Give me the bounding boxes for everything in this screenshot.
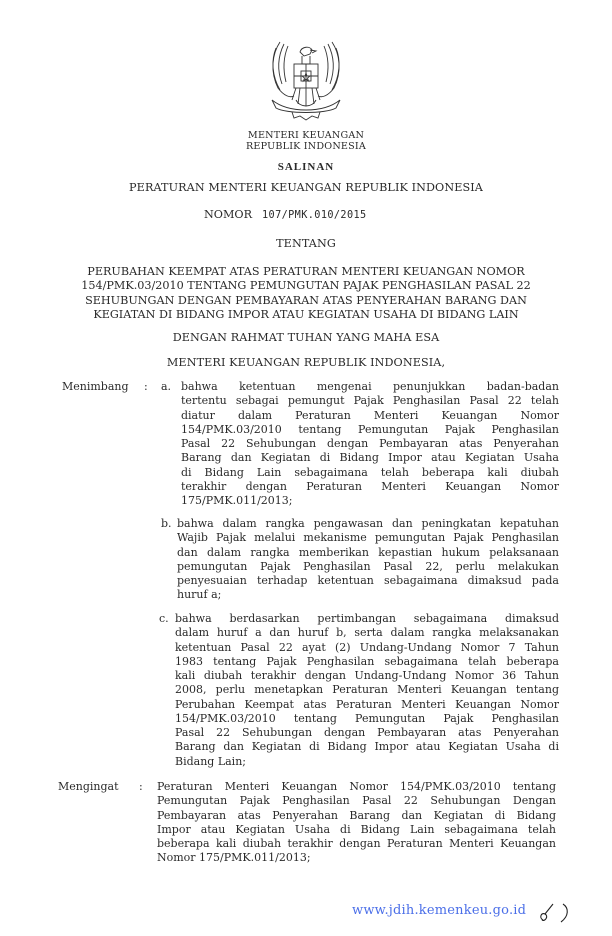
subject-line: PERUBAHAN KEEMPAT ATAS PERATURAN MENTERI KEUANGAN NOMOR xyxy=(87,265,525,278)
text-line: Pemungutan Pajak Penghasilan Pasal 22 Sehubungan Dengan xyxy=(157,794,556,808)
consideration-c xyxy=(175,612,559,769)
number-value: 107/PMK.010/2015 xyxy=(262,210,367,221)
item-letter-a: a. xyxy=(161,380,172,393)
subject-line: SEHUBUNGAN DENGAN PEMBAYARAN ATAS PENYERAHAN BARANG DAN xyxy=(85,293,527,307)
text-line: beberapa kali diubah terakhir dengan Peraturan Menteri Keuangan xyxy=(157,837,556,850)
garuda-emblem-icon xyxy=(266,38,346,122)
issuer-line-1: MENTERI KEUANGAN xyxy=(247,130,365,141)
subject-title xyxy=(0,265,612,322)
text-line: bahwa dalam rangka pengawasan dan peningkatan kepatuhan xyxy=(177,517,559,530)
mengingat-label: Mengingat xyxy=(58,780,119,793)
text-line: terakhir dengan Peraturan Menteri Keuangan Nomor xyxy=(181,479,559,493)
text-line: Impor atau Kegiatan Usaha di Bidang Lain sebagaimana telah xyxy=(157,822,556,836)
text-line: Wajib Pajak melalui mekanisme pemungutan Pajak Penghasilan xyxy=(177,531,559,545)
text-line: 2008, perlu menetapkan Peraturan Menteri Keuangan tentang xyxy=(175,683,559,697)
subject-line: KEGIATAN DI BIDANG IMPOR ATAU KEGIATAN USAHA DI BIDANG LAIN xyxy=(93,307,519,321)
number-label: NOMOR xyxy=(204,208,253,221)
text-line: di Bidang Lain sebagaimana telah beberapa kali diubah xyxy=(181,465,559,479)
text-line: ketentuan Pasal 22 ayat (2) Undang-Undang Nomor 7 Tahun xyxy=(175,640,559,654)
text-line: penyesuaian terhadap ketentuan sebagaimana dimaksud pada xyxy=(177,574,559,587)
invocation: DENGAN RAHMAT TUHAN YANG MAHA ESA xyxy=(172,331,440,344)
subject-line: 154/PMK.03/2010 TENTANG PEMUNGUTAN PAJAK PENGHASILAN PASAL 22 xyxy=(81,279,531,293)
text-line: diatur dalam Peraturan Menteri Keuangan Nomor xyxy=(181,408,559,422)
item-letter-c: c. xyxy=(159,612,169,625)
text-line: tertentu sebagai pemungut Pajak Penghasilan Pasal 22 telah xyxy=(181,394,559,408)
jdih-link[interactable]: www.jdih.kemenkeu.go.id xyxy=(352,903,527,918)
text-line: 154/PMK.03/2010 tentang Pemungutan Pajak Penghasilan xyxy=(181,422,559,436)
menimbang-colon: : xyxy=(144,380,148,393)
text-line: Bidang Lain; xyxy=(175,754,246,768)
text-line: dan dalam rangka memberikan kepastian hukum pelaksanaan xyxy=(177,545,559,559)
consideration-a xyxy=(181,380,559,508)
authority: MENTERI KEUANGAN REPUBLIK INDONESIA, xyxy=(166,356,446,369)
initial-signature-icon xyxy=(533,898,593,926)
text-line: Perubahan Keempat atas Peraturan Menteri Keuangan Nomor xyxy=(175,697,559,711)
regulation-number xyxy=(204,208,367,221)
menimbang-label: Menimbang xyxy=(62,380,129,393)
mengingat-colon: : xyxy=(139,780,143,793)
issuer-line-2: REPUBLIK INDONESIA xyxy=(245,141,367,152)
text-line: huruf a; xyxy=(177,588,222,602)
text-line: 1983 tentang Pajak Penghasilan sebagaimana telah beberapa xyxy=(175,654,559,668)
consideration-b xyxy=(177,517,559,603)
text-line: pemungutan Pajak Penghasilan Pasal 22, perlu melakukan xyxy=(177,559,559,573)
text-line: Barang dan Kegiatan di Bidang Impor atau Kegiatan Usaha di xyxy=(175,740,559,754)
regulation-title: PERATURAN MENTERI KEUANGAN REPUBLIK INDONESIA xyxy=(129,181,483,194)
text-line: kali diubah terakhir dengan Undang-Undang Nomor 36 Tahun xyxy=(175,669,559,682)
text-line: Pembayaran atas Penyerahan Barang dan Kegiatan di Bidang xyxy=(157,808,556,822)
copy-mark: SALINAN xyxy=(277,161,335,173)
text-line: Nomor 175/PMK.011/2013; xyxy=(157,851,311,865)
text-line: bahwa ketentuan mengenai penunjukkan badan-badan xyxy=(181,380,559,393)
legal-basis xyxy=(157,780,556,866)
text-line: bahwa berdasarkan pertimbangan sebagaimana dimaksud xyxy=(175,612,559,625)
text-line: Pasal 22 Sehubungan dengan Pembayaran atas Penyerahan xyxy=(181,437,559,450)
text-line: 175/PMK.011/2013; xyxy=(181,494,293,507)
text-line: Peraturan Menteri Keuangan Nomor 154/PMK.03/2010 tentang xyxy=(157,780,556,793)
text-line: dalam huruf a dan huruf b, serta dalam rangka melaksanakan xyxy=(175,626,559,640)
about-label: TENTANG xyxy=(276,237,336,250)
text-line: Barang dan Kegiatan di Bidang Impor atau Kegiatan Usaha xyxy=(181,451,559,465)
item-letter-b: b. xyxy=(161,517,172,530)
text-line: 154/PMK.03/2010 tentang Pemungutan Pajak Penghasilan xyxy=(175,711,559,725)
text-line: Pasal 22 Sehubungan dengan Pembayaran atas Penyerahan xyxy=(175,726,559,739)
